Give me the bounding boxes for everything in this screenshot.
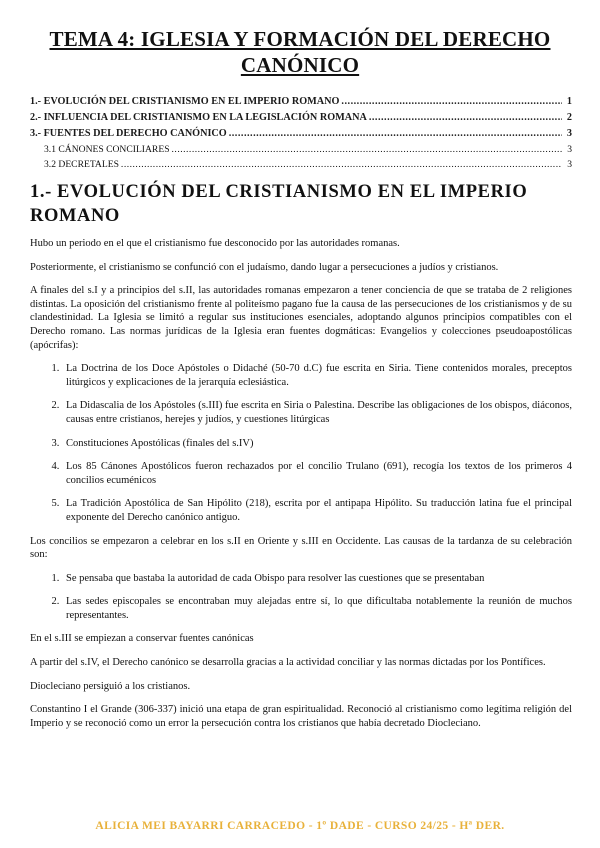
toc-leader-dots bbox=[229, 126, 562, 142]
toc-subitem[interactable] bbox=[30, 157, 572, 172]
list-item: 1. Se pensaba que bastaba la autoridad de cada Obispo para resolver las cuestiones que se presentaban bbox=[62, 572, 572, 586]
section-heading: 1.- EVOLUCIÓN DEL CRISTIANISMO EN EL IMPERIO ROMANO bbox=[30, 182, 528, 226]
table-of-contents bbox=[30, 94, 572, 172]
toc-leader-dots bbox=[121, 157, 562, 172]
paragraph: Constantino I el Grande (306-337) inició una etapa de gran espiritualidad. Reconoció al cristianismo como legítima religión del Imperio y se reconoció como un error la persecución contra los cristianos que había decretado Diocleciano. bbox=[30, 704, 572, 729]
paragraph: Diocleciano persiguió a los cristianos. bbox=[30, 680, 191, 692]
toc-item[interactable] bbox=[30, 94, 572, 110]
toc-item-label: 3.1 CÁNONES CONCILIARES bbox=[44, 144, 170, 155]
list-item: 5. La Tradición Apostólica de San Hipólito (218), escrita por el antipapa Hipólito. Su traducción latina fue el principal exponente del Derecho canónico antiguo. bbox=[62, 497, 572, 524]
list-item: 3. Constituciones Apostólicas (finales del s.IV) bbox=[62, 437, 572, 451]
page-title: TEMA 4: IGLESIA Y FORMACIÓN DEL DERECHO CANÓNICO bbox=[49, 27, 551, 77]
list-item: 2. Las sedes episcopales se encontraban muy alejadas entre sí, lo que dificultaba notablemente la reunión de muchos representantes. bbox=[62, 595, 572, 622]
numbered-list bbox=[30, 362, 572, 524]
toc-leader-dots bbox=[172, 142, 562, 157]
toc-item-label: 3.- FUENTES DEL DERECHO CANÓNICO bbox=[30, 128, 227, 139]
section-body bbox=[30, 237, 572, 740]
toc-item[interactable] bbox=[30, 110, 572, 126]
toc-item-label: 2.- INFLUENCIA DEL CRISTIANISMO EN LA LEGISLACIÓN ROMANA bbox=[30, 112, 367, 123]
paragraph: Los concilios se empezaron a celebrar en los s.II en Oriente y s.III en Occidente. Las causas de la tardanza de su celebración son: bbox=[30, 535, 572, 561]
toc-item[interactable] bbox=[30, 126, 572, 142]
paragraph: A finales del s.I y a principios del s.II, las autoridades romanas empezaron a tener conciencia de que se trataba de 2 religiones distintas. La oposición del cristianismo frente al politeísmo pagano fue la causa de las persecuciones de los cristianismos y de su clandestinidad. La Iglesia se limitó a regular sus instituciones esenciales, adoptando algunos principios compatibles con el Derecho romano. Las normas jurídicas de la Iglesia eran fuentes dogmáticas: Evangelios y colecciones pseudoapostólicas (apócrifas): bbox=[30, 285, 572, 351]
toc-item-page: 3 bbox=[567, 144, 572, 155]
paragraph: Posteriormente, el cristianismo se confunció con el judaísmo, dando lugar a persecuciones a judíos y cristianos. bbox=[30, 261, 499, 273]
toc-leader-dots bbox=[369, 110, 562, 126]
toc-item-page: 3 bbox=[567, 159, 572, 170]
toc-leader-dots bbox=[341, 94, 562, 110]
page-footer: ALICIA MEI BAYARRI CARRACEDO - 1º DADE - CURSO 24/25 - Hª DER. bbox=[95, 820, 505, 832]
paragraph: A partir del s.IV, el Derecho canónico se desarrolla gracias a la actividad conciliar y las normas dictadas por los Pontífices. bbox=[30, 657, 546, 669]
paragraph: En el s.III se empiezan a conservar fuentes canónicas bbox=[30, 633, 254, 645]
list-item: 4. Los 85 Cánones Apostólicos fueron rechazados por el concilio Trulano (691), recogía los textos de los primeros 4 concilios ecuménicos bbox=[62, 460, 572, 487]
list-item: 2. La Didascalia de los Apóstoles (s.III) fue escrita en Siria o Palestina. Describe las obligaciones de los obispos, diáconos, causas entre cristianos, herejes y judíos, y cuestiones litúrgicas bbox=[62, 399, 572, 426]
toc-item-label: 1.- EVOLUCIÓN DEL CRISTIANISMO EN EL IMPERIO ROMANO bbox=[30, 96, 340, 107]
toc-item-label: 3.2 DECRETALES bbox=[44, 159, 119, 170]
numbered-list bbox=[30, 572, 572, 623]
paragraph: Hubo un periodo en el que el cristianismo fue desconocido por las autoridades romanas. bbox=[30, 238, 400, 249]
toc-item-page: 1 bbox=[566, 96, 572, 107]
list-item: 1. La Doctrina de los Doce Apóstoles o Didaché (50-70 d.C) fue escrita en Siria. Tiene contenidos morales, preceptos litúrgicos y explicaciones de la jerarquía eclesiástica. bbox=[62, 362, 572, 389]
toc-subitem[interactable] bbox=[30, 142, 572, 157]
toc-item-page: 2 bbox=[566, 112, 572, 123]
toc-item-page: 3 bbox=[566, 128, 572, 139]
